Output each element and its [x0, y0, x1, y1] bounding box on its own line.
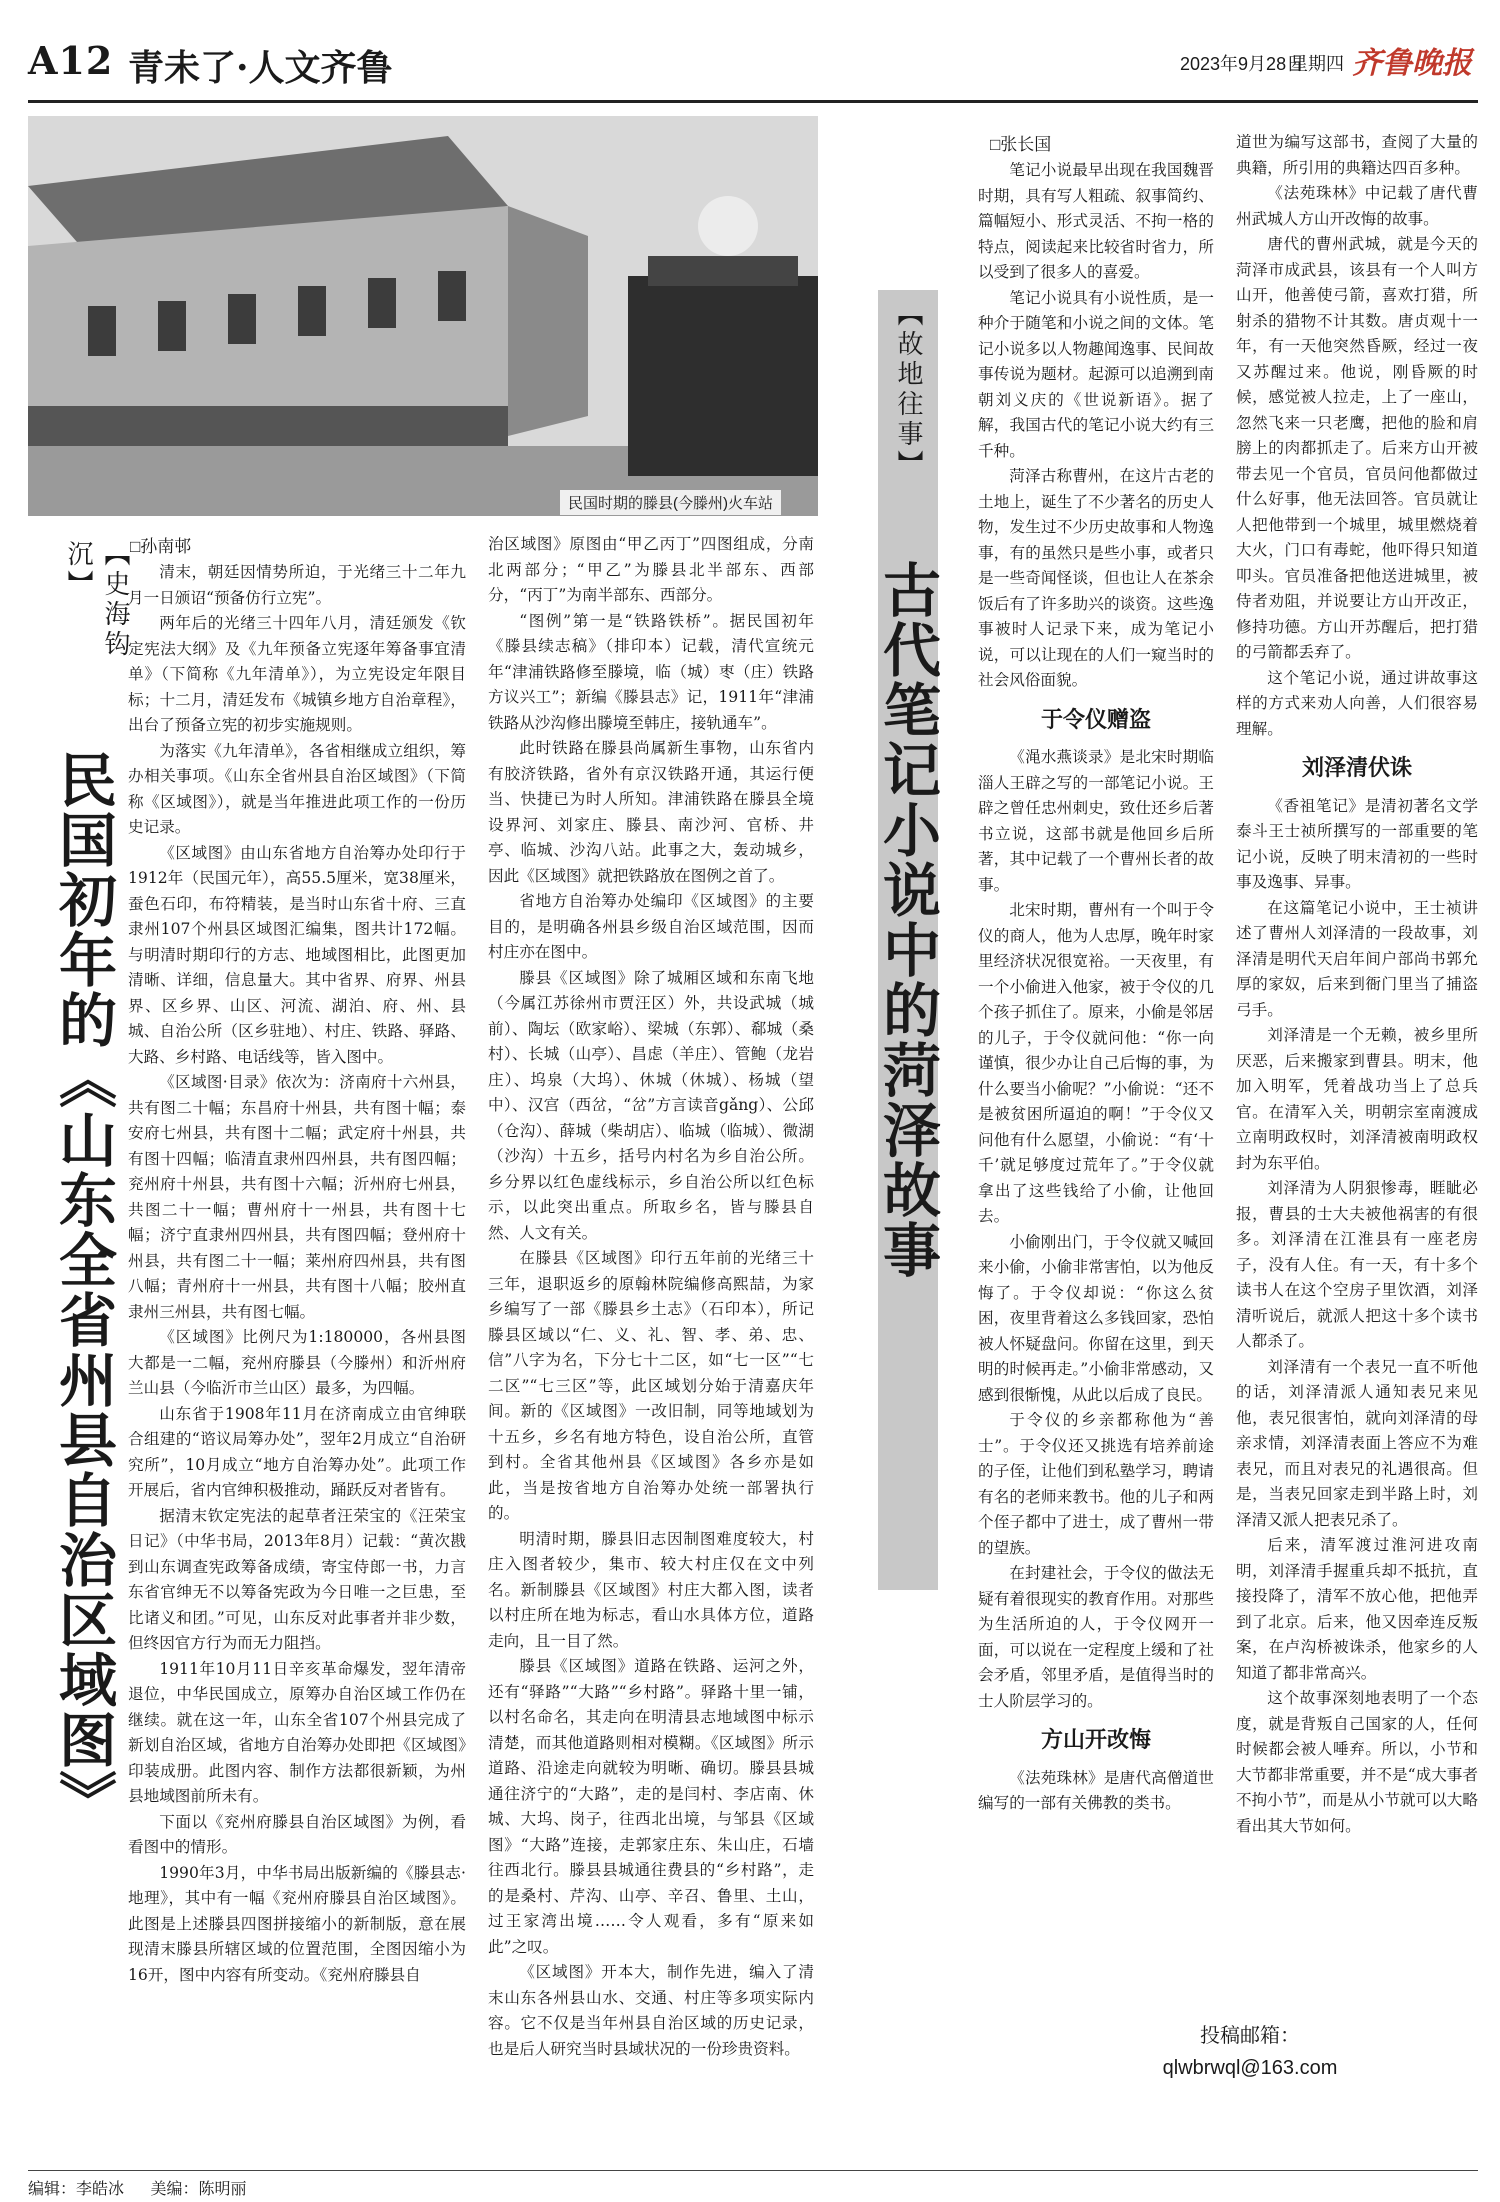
paragraph: 道世为编写这部书，查阅了大量的典籍，所引用的典籍达四百多种。: [1236, 133, 1478, 177]
paragraph: 刘泽清有一个表兄一直不听他的话，刘泽清派人通知表兄来见他，表兄很害怕，就向刘泽清的母亲求情，刘泽清表面上答应不为难表兄，而且对表兄的礼遇很高。但是，当表兄回家走到半路上时，刘泽清又派人把表兄杀了。: [1236, 1357, 1478, 1529]
paragraph: 《区域图·目录》依次为：济南府十六州县，共有图二十幅；东昌府十州县，共有图十幅；泰安府七州县，共有图十二幅；武定府十州县，共有图十四幅；临清直隶州四州县，共有图四幅；兖州府十州县，共有图十六幅；沂州府七州县，共图二十一幅；曹州府十一州县，共有图十七幅；济宁直隶州四州县，共有图四幅；登州府十州县，共有图二十一幅；莱州府四州县，共有图八幅；青州府十一州县，共有图十八幅；胶州直隶州三州县，共有图七幅。: [128, 1073, 466, 1321]
submission-box: [1100, 2020, 1400, 2084]
paragraph: 《香祖笔记》是清初著名文学泰斗王士祯所撰写的一部重要的笔记小说，反映了明末清初的一些时事及逸事、异事。: [1236, 796, 1478, 891]
paragraph: “图例”第一是“铁路铁桥”。据民国初年《滕县续志稿》（排印本）记载，清代宣统元年“津浦铁路修至滕境，临（城）枣（庄）铁路方议兴工”；新编《滕县志》记，1911年“津浦铁路从沙沟修出滕境至韩庄，接轨通车”。: [488, 611, 814, 732]
article2-title: 古代笔记小说中的菏泽故事: [873, 560, 941, 1280]
paragraph: 1990年3月，中华书局出版新编的《滕县志·地理》，其中有一幅《兖州府滕县自治区域图》。此图是上述滕县四图拼接缩小的新制版，意在展现清末滕县所辖区域的位置范围，全图因缩小为16开，图中内容有所变动。《兖州府滕县自: [128, 1863, 466, 1984]
paragraph: 《渑水燕谈录》是北宋时期临淄人王辟之写的一部笔记小说。王辟之曾任忠州刺史，致仕还乡后著书立说，这部书就是他回乡后所著，其中记载了一个曹州长者的故事。: [978, 748, 1214, 894]
paragraph: 治区域图》原图由“甲乙丙丁”四图组成，分南北两部分；“甲乙”为滕县北半部东、西部分，“丙丁”为南半部东、西部分。: [488, 535, 814, 604]
paragraph: 《区域图》比例尺为1:180000，各州县图大都是一二幅，兖州府滕县（今滕州）和沂州府兰山县（今临沂市兰山区）最多，为四幅。: [128, 1328, 466, 1397]
article2-column-2: [1236, 130, 1478, 2010]
article2-tag: 【故地往事】: [893, 300, 923, 480]
paragraph: 这个笔记小说，通过讲故事这样的方式来劝人向善，人们很容易理解。: [1236, 668, 1478, 738]
submission-label: 投稿邮箱：: [1200, 2025, 1300, 2047]
paragraph: 菏泽古称曹州，在这片古老的土地上，诞生了不少著名的历史人物，发生过不少历史故事和人物逸事，有的虽然只是些小事，或者只是一些奇闻怪谈，但也让人在茶余饭后有了许多助兴的谈资。这些逸事被时人记录下来，成为笔记小说，可以让现在的人们一窥当时的社会风俗面貌。: [978, 467, 1214, 689]
paragraph: 明清时期，滕县旧志因制图难度较大，村庄入图者较少，集市、较大村庄仅在文中列名。新制滕县《区域图》村庄大都入图，读者以村庄所在地为标志，看山水具体方位，道路走向，且一目了然。: [488, 1529, 814, 1650]
paragraph: 山东省于1908年11月在济南成立由官绅联合组建的“谘议局筹办处”，翌年2月成立“自治研究所”，10月成立“地方自治筹办处”。此项工作开展后，省内官绅积极推动，踊跃反对者皆有。: [128, 1404, 466, 1499]
article1-column-1: [128, 560, 466, 2160]
paragraph: 滕县《区域图》道路在铁路、运河之外，还有“驿路”“大路”“乡村路”。驿路十里一铺，以村名命名，其走向在明清县志地域图中标示清楚，而其他道路则相对模糊。《区域图》所示道路、沿途走向就较为明晰、确切。滕县县城通往济宁的“大路”，走的是闫村、李店南、休城、大坞、岗子，往西北出境，与邹县《区域图》“大路”连接，走郭家庄东、朱山庄，石墙往西北行。滕县县城通往费县的“乡村路”，走的是桑村、芹沟、山亭、辛召、鲁里、土山，过王家湾出境……令人观看，多有“原来如此”之叹。: [488, 1657, 814, 1956]
issue-weekday: 星期四: [1290, 54, 1344, 74]
paragraph: 《区域图》开本大，制作先进，编入了清末山东各州县山水、交通、村庄等多项实际内容。它不仅是当年州县自治区域的历史记录，也是后人研究当时县域状况的一份珍贵资料。: [488, 1963, 814, 2058]
article2-byline: □张长国: [990, 135, 1052, 154]
paragraph: 省地方自治筹办处编印《区域图》的主要目的，是明确各州县乡级自治区域范围，因而村庄亦在图中。: [488, 892, 814, 961]
paragraph: 下面以《兖州府滕县自治区域图》为例，看看图中的情形。: [128, 1812, 466, 1856]
paragraph: 笔记小说具有小说性质，是一种介于随笔和小说之间的文体。笔记小说多以人物趣闻逸事、民间故事传说为题材。起源可以追溯到南朝刘义庆的《世说新语》。据了解，我国古代的笔记小说大约有三千种。: [978, 288, 1214, 460]
paragraph: 小偷刚出门，于令仪就又喊回来小偷，小偷非常害怕，以为他反悔了。于令仪却说：“你这么贫困，夜里背着这么多钱回家，恐怕被人怀疑盘问。你留在这里，到天明的时候再走。”小偷非常感动，又感到很惭愧，从此以后成了良民。: [978, 1232, 1214, 1404]
page-number: A12: [28, 38, 114, 83]
footer: [28, 2176, 268, 2199]
article1-title: 民国初年的《山东全省州县自治区域图》: [49, 750, 117, 1830]
station-photo: [28, 116, 818, 516]
paragraph: 1911年10月11日辛亥革命爆发，翌年清帝退位，中华民国成立，原筹办自治区域工作仍在继续。就在这一年，山东全省107个州县完成了新划自治区域，省地方自治筹办处即把《区域图》印装成册。此图内容、制作方法都很新颖，为州县地域图前所未有。: [128, 1659, 466, 1805]
paragraph: 滕县《区域图》除了城厢区域和东南飞地（今属江苏徐州市贾汪区）外，共设武城（城前）、陶坛（欧家峪）、梁城（东郭）、郗城（桑村）、长城（山亭）、昌虑（羊庄）、管鲍（龙岩庄）、坞泉（大坞）、休城（休城）、杨城（望中）、汉宫（西岔，“岔”方言读音gǎng）、公邱（仓沟）、薛城（柴胡店）、临城（临城）、微湖（沙沟）十五乡，括号内村名为乡自治公所。乡分界以红色虚线标示，乡自治公所以红色标示，以此突出重点。所取乡名，皆与滕县自然、人文有关。: [488, 968, 814, 1242]
article1-byline: □孙南邨: [130, 537, 192, 556]
photo-caption: 民国时期的滕县(今滕州)火车站: [560, 490, 781, 515]
article1-column-2: [488, 532, 814, 2160]
submission-email[interactable]: qlwbrwql@163.com: [1162, 2057, 1338, 2079]
paragraph: 此时铁路在滕县尚属新生事物，山东省内有胶济铁路，省外有京汉铁路开通，其运行便当、快捷已为时人所知。津浦铁路在滕县全境设界河、刘家庄、滕县、南沙河、官桥、井亭、临城、沙沟八站。此事之大，轰动城乡，因此《区域图》就把铁路放在图例之首了。: [488, 739, 814, 885]
issue-date: 2023年9月28日: [1180, 54, 1305, 74]
newspaper-logo: 齐鲁晚报: [1352, 46, 1472, 81]
paragraph: 据清末钦定宪法的起草者汪荣宝的《汪荣宝日记》（中华书局，2013年8月）记载：“黄次戡到山东调查宪政筹备成绩，寄宝侍郎一书，力言东省官绅无不以筹备宪政为今日唯一之巨患，至比诸义和团。”可见，山东反对此事者并非少数，但终因官方行为而无力阻挡。: [128, 1506, 466, 1652]
paragraph: 在封建社会，于令仪的做法无疑有着很现实的教育作用。对那些为生活所迫的人，于令仪网开一面，可以说在一定程度上缓和了社会矛盾，邻里矛盾，是值得当时的士人阶层学习的。: [978, 1564, 1214, 1710]
article2-column-1: [978, 158, 1214, 2018]
station-photo-image: [28, 116, 818, 516]
paragraph: 刘泽清是一个无赖，被乡里所厌恶，后来搬家到曹县。明末，他加入明军，凭着战功当上了总兵官。在清军入关，明朝宗室南渡成立南明政权时，刘泽清被南明政权封为东平伯。: [1236, 1026, 1478, 1172]
paragraph: 《法苑珠林》是唐代高僧道世编写的一部有关佛教的类书。: [978, 1768, 1214, 1812]
paragraph: 《法苑珠林》中记载了唐代曹州武城人方山开改悔的故事。: [1236, 184, 1478, 228]
paragraph: 北宋时期，曹州有一个叫于令仪的商人，他为人忠厚，晚年时家里经济状况很宽裕。一天夜里，有一个小偷进入他家，被于令仪的几个孩子抓住了。原来，小偷是邻居的儿子，于令仪就问他：“你一向谨慎，很少办让自己后悔的事，为什么要当小偷呢？”小偷说：“还不是被贫困所逼迫的啊！”于令仪又问他有什么愿望，小偷说：“有‘十千’就足够度过荒年了。”于令仪就拿出了这些钱给了小偷，让他回去。: [978, 901, 1214, 1225]
paragraph: 刘泽清为人阴狠惨毒，睚眦必报，曹县的士大夫被他祸害的有很多。刘泽清在江淮县有一座老房子，没有人住。有一天，有十多个读书人在这个空房子里饮酒，刘泽清听说后，就派人把这十多个读书人都杀了。: [1236, 1179, 1478, 1350]
paragraph: 清末，朝廷因情势所迫，于光绪三十二年九月一日颁诏“预备仿行立宪”。: [128, 563, 466, 607]
subheading: 方山开改悔: [1040, 1727, 1151, 1753]
paragraph: 在这篇笔记小说中，王士祯讲述了曹州人刘泽清的一段故事，刘泽清是明代天启年间户部尚书郭允厚的家奴，后来到衙门里当了捕盗弓手。: [1236, 898, 1478, 1019]
header-rule: [28, 100, 1478, 103]
paragraph: 为落实《九年清单》，各省相继成立组织，筹办相关事项。《山东全省州县自治区域图》（下简称《区域图》），就是当年推进此项工作的一份历史记录。: [128, 741, 466, 836]
paragraph: 《区域图》由山东省地方自治筹办处印行于1912年（民国元年），高55.5厘米，宽38厘米，蚕色石印，布符精装，是当时山东省十府、三直隶州107个州县区域图汇编集，图共计172幅。与明清时期印行的方志、地域图相比，此图更加清晰、详细，信息量大。其中省界、府界、州县界、区乡界、山区、河流、湖泊、府、州、县城、自治公所（区乡驻地）、村庄、铁路、驿路、大路、乡村路、电话线等，皆入图中。: [128, 843, 466, 1066]
paragraph: 两年后的光绪三十四年八月，清廷颁发《钦定宪法大纲》及《九年预备立宪逐年筹备事宜清单》（下简称《九年清单》），为立宪设定年限目标；十二月，清廷发布《城镇乡地方自治章程》，出台了预备立宪的初步实施规则。: [128, 614, 466, 734]
article1-tag: 【史海钩沉】: [63, 540, 130, 660]
editor-credit: 编辑：李皓冰: [28, 2181, 125, 2198]
paragraph: 于令仪的乡亲都称他为“善士”。于令仪还又挑选有培养前途的子侄，让他们到私塾学习，聘请有名的老师来教书。他的儿子和两个侄子都中了进士，成了曹州一带的望族。: [978, 1411, 1214, 1557]
subheading: 刘泽清伏诛: [1301, 755, 1412, 781]
paragraph: 唐代的曹州武城，就是今天的菏泽市成武县，该县有一个人叫方山开，他善使弓箭，喜欢打猎，所射杀的猎物不计其数。唐贞观十一年，有一天他突然昏厥，经过一夜又苏醒过来。他说，刚昏厥的时候，感觉被人拉走，上了一座山，忽然飞来一只老鹰，把他的脸和肩膀上的肉都抓走了。后来方山开被带去见一个官员，官员问他都做过什么好事，他无法回答。官员就让人把他带到一个城里，城里燃烧着大火，门口有毒蛇，他吓得只知道叩头。官员准备把他送进城里，被侍者劝阻，并说要让方山开改正，修持功德。方山开苏醒后，把打猎的弓箭都丢弃了。: [1236, 235, 1478, 661]
paragraph: 笔记小说最早出现在我国魏晋时期，具有写人粗疏、叙事简约、篇幅短小、形式灵活、不拘一格的特点，阅读起来比较省时省力，所以受到了很多人的喜爱。: [978, 161, 1214, 281]
paragraph: 后来，清军渡过淮河进攻南明，刘泽清手握重兵却不抵抗，直接投降了，清军不放心他，把他弄到了北京。后来，他又因牵连反叛案，在卢沟桥被诛杀，他家乡的人知道了都非常高兴。: [1236, 1536, 1478, 1682]
paragraph: 在滕县《区域图》印行五年前的光绪三十三年，退职返乡的原翰林院编修高熙喆，为家乡编写了一部《滕县乡土志》（石印本），所记滕县区域以“仁、义、礼、智、孝、弟、忠、信”八字为名，下分七十二区，如“七一区”“七二区”“七三区”等，此区域划分始于清嘉庆年间。新的《区域图》一改旧制，同等地域划为十五乡，乡名有地方特色，设自治公所，直管到村。全省其他州县《区域图》各乡亦是如此，当是按省地方自治筹办处统一部署执行的。: [488, 1249, 814, 1522]
designer-credit: 美编：陈明丽: [150, 2181, 247, 2198]
subheading: 于令仪赠盗: [1040, 706, 1151, 733]
paragraph: 这个故事深刻地表明了一个态度，就是背叛自己国家的人，任何时候都会被人唾弃。所以，小节和大节都非常重要，并不是“成大事者不拘小节”，而是从小节就可以大略看出其大节如何。: [1236, 1689, 1478, 1835]
footer-rule: [28, 2170, 1478, 2171]
section-title: 青未了·人文齐鲁: [128, 47, 393, 89]
